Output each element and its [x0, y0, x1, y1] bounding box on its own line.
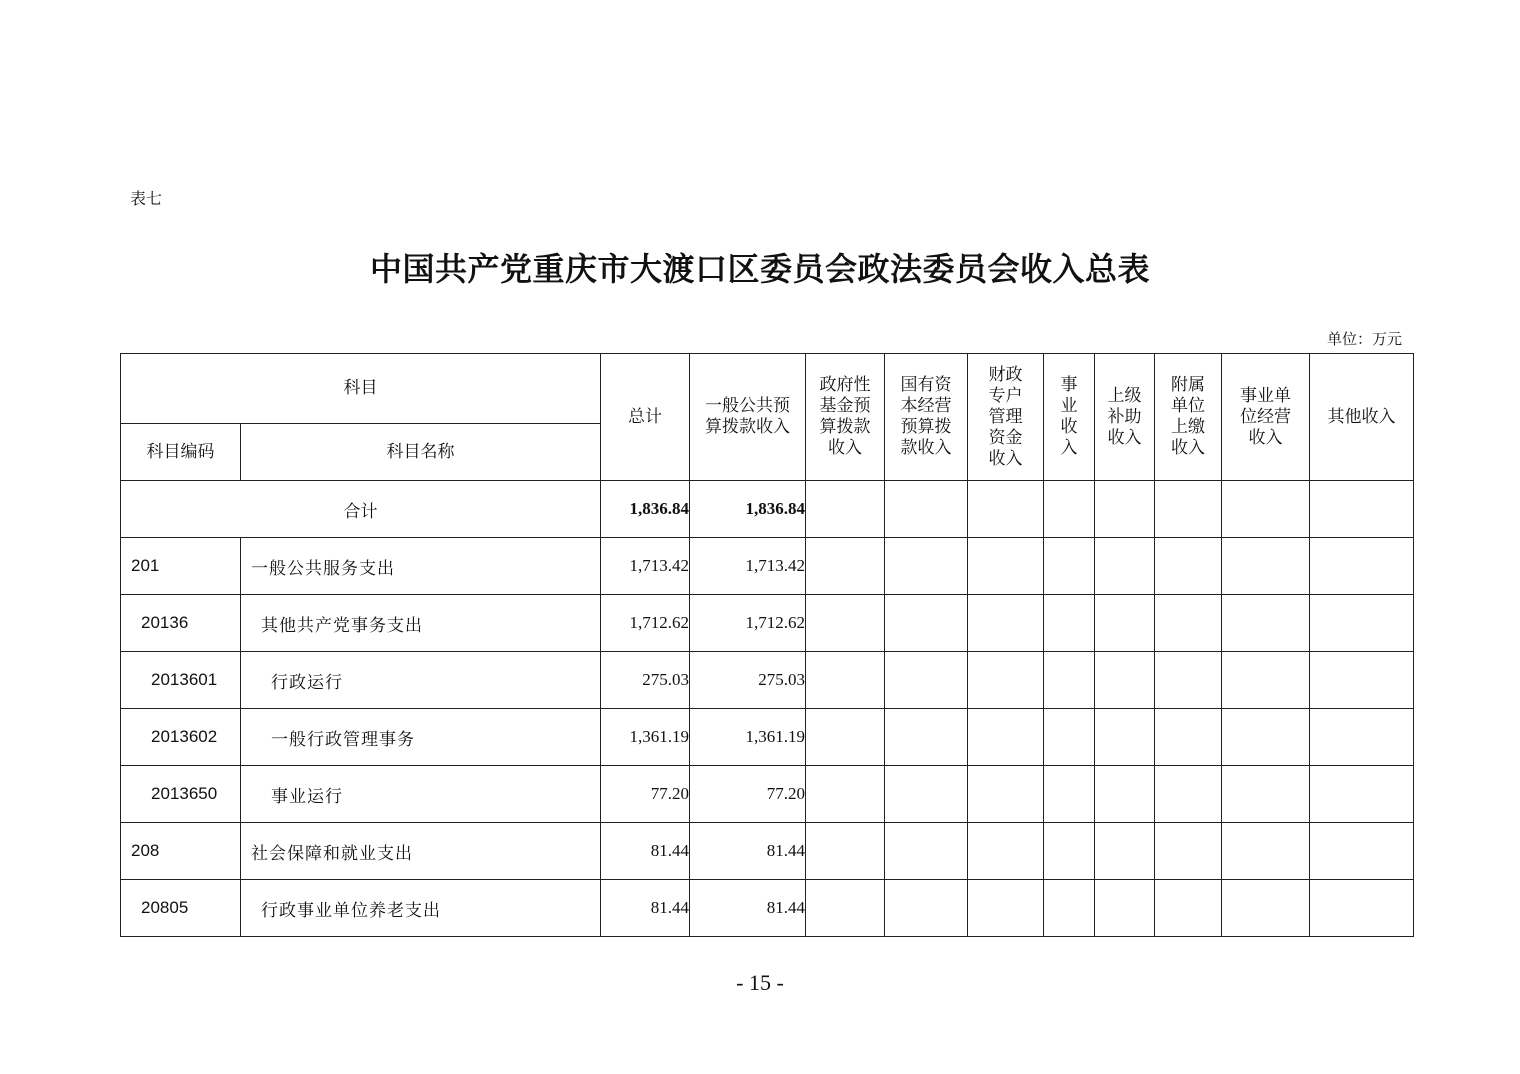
header-superior-subsidy: 上级补助收入	[1095, 354, 1155, 481]
header-name: 科目名称	[241, 424, 601, 481]
table-row	[121, 652, 1414, 709]
row-name: 一般行政管理事务	[241, 709, 601, 766]
header-gov-fund: 政府性基金预算拨款收入	[806, 354, 885, 481]
table-row	[121, 538, 1414, 595]
row-total: 1,712.62	[601, 595, 690, 652]
row-total: 275.03	[601, 652, 690, 709]
row-name: 其他共产党事务支出	[241, 595, 601, 652]
row-code: 2013650	[121, 766, 241, 823]
row-total: 77.20	[601, 766, 690, 823]
header-general-budget: 一般公共预算拨款收入	[690, 354, 806, 481]
table-number: 表七	[130, 189, 163, 208]
header-special-account: 财政专户管理资金收入	[968, 354, 1044, 481]
row-general-budget: 1,712.62	[690, 595, 806, 652]
row-total: 81.44	[601, 823, 690, 880]
row-code: 208	[121, 823, 241, 880]
row-general-budget: 81.44	[690, 823, 806, 880]
row-name: 社会保障和就业支出	[241, 823, 601, 880]
row-code: 2013602	[121, 709, 241, 766]
total-general-budget: 1,836.84	[690, 481, 806, 538]
row-code: 2013601	[121, 652, 241, 709]
income-summary-table	[120, 353, 1414, 937]
header-affiliated: 附属单位上缴收入	[1155, 354, 1222, 481]
row-name: 一般公共服务支出	[241, 538, 601, 595]
total-label: 合计	[121, 481, 601, 538]
row-code: 20136	[121, 595, 241, 652]
header-total: 总计	[601, 354, 690, 481]
row-name: 行政事业单位养老支出	[241, 880, 601, 937]
table-row	[121, 766, 1414, 823]
header-business: 事业收入	[1044, 354, 1095, 481]
row-general-budget: 1,361.19	[690, 709, 806, 766]
header-other: 其他收入	[1310, 354, 1414, 481]
row-general-budget: 77.20	[690, 766, 806, 823]
row-general-budget: 81.44	[690, 880, 806, 937]
table-row	[121, 880, 1414, 937]
row-general-budget: 1,713.42	[690, 538, 806, 595]
total-row	[121, 481, 1414, 538]
header-subject: 科目	[121, 354, 601, 424]
row-name: 事业运行	[241, 766, 601, 823]
header-state-capital: 国有资本经营预算拨款收入	[885, 354, 968, 481]
unit-label: 单位：万元	[1326, 330, 1402, 348]
row-total: 81.44	[601, 880, 690, 937]
row-general-budget: 275.03	[690, 652, 806, 709]
row-code: 201	[121, 538, 241, 595]
row-total: 1,361.19	[601, 709, 690, 766]
header-code: 科目编码	[121, 424, 241, 481]
row-code: 20805	[121, 880, 241, 937]
row-name: 行政运行	[241, 652, 601, 709]
document-title: 中国共产党重庆市大渡口区委员会政法委员会收入总表	[369, 250, 1150, 288]
total-total: 1,836.84	[601, 481, 690, 538]
row-total: 1,713.42	[601, 538, 690, 595]
page-number: - 15 -	[736, 970, 784, 995]
table-row	[121, 709, 1414, 766]
table-row	[121, 595, 1414, 652]
header-operating: 事业单位经营收入	[1222, 354, 1310, 481]
table-row	[121, 823, 1414, 880]
